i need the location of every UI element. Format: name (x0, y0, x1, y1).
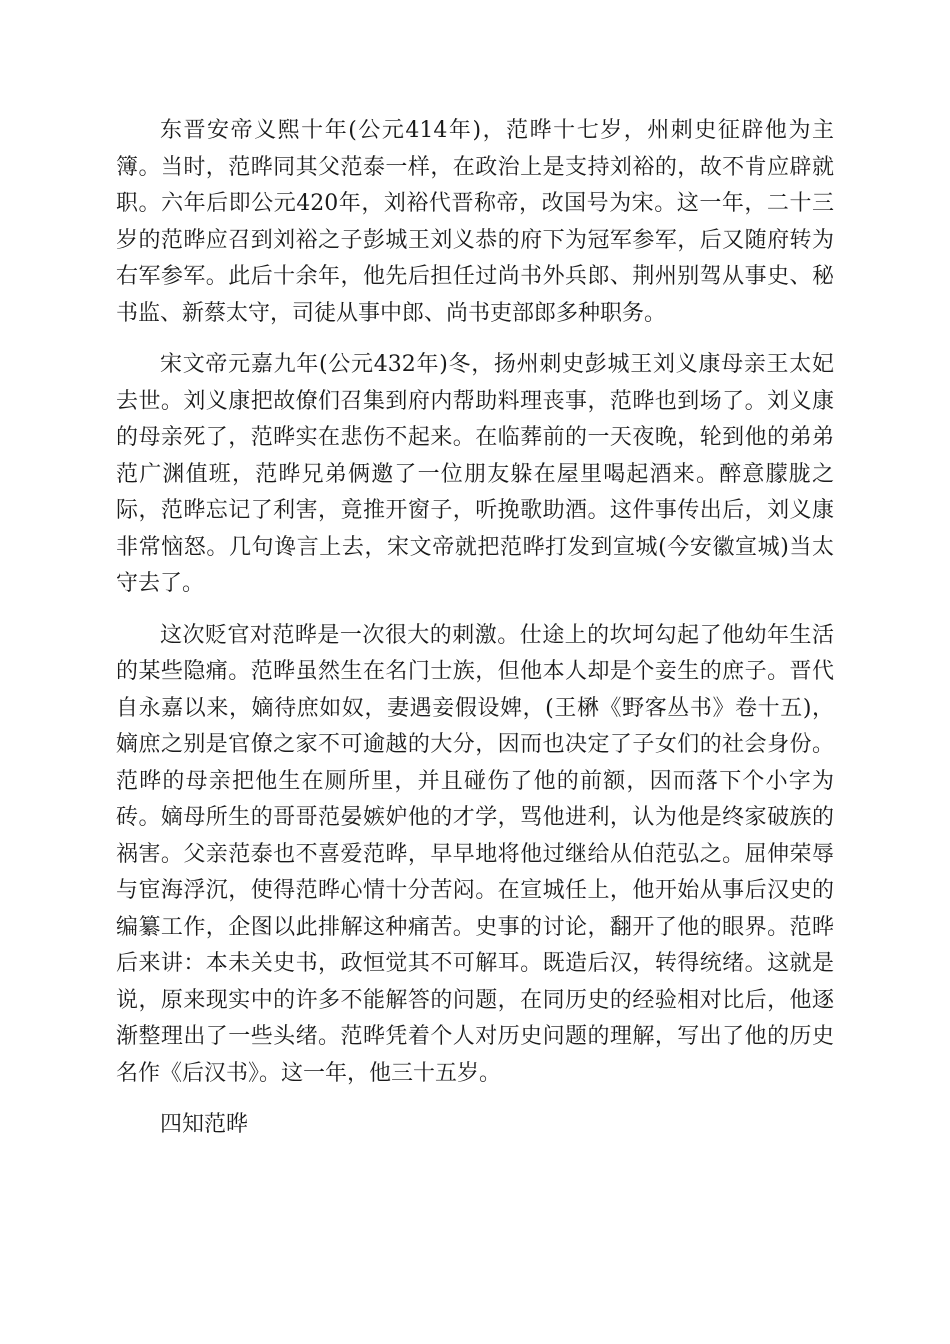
paragraph-2: 宋文帝元嘉九年(公元432年)冬，扬州刺史彭城王刘义康母亲王太妃去世。刘义康把故僚们召集到府内帮助料理丧事，范晔也到场了。刘义康的母亲死了，范晔实在悲伤不起来。在临葬前的一天夜晚，轮到他的弟弟范广渊值班，范晔兄弟俩邀了一位朋友躲在屋里喝起酒来。醉意朦胧之际，范晔忘记了利害，竟推开窗子，听挽歌助酒。这件事传出后，刘义康非常恼怒。几句谗言上去，宋文帝就把范晔打发到宣城(今安徽宣城)当太守去了。 (116, 352, 834, 596)
section-heading: 四知范晔 (160, 1112, 249, 1137)
paragraph-1: 东晋安帝义熙十年(公元414年)，范晔十七岁，州刺史征辟他为主簿。当时，范晔同其父范泰一样，在政治上是支持刘裕的，故不肯应辟就职。六年后即公元420年，刘裕代晋称帝，改国号为宋。这一年，二十三岁的范晔应召到刘裕之子彭城王刘义恭的府下为冠军参军，后又随府转为右军参军。此后十余年，他先后担任过尚书外兵郎、荆州别驾从事史、秘书监、新蔡太守，司徒从事中郎、尚书吏部郎多种职务。 (116, 118, 834, 326)
document-body (116, 113, 834, 1144)
paragraph-3: 这次贬官对范晔是一次很大的刺激。仕途上的坎坷勾起了他幼年生活的某些隐痛。范晔虽然生在名门士族，但他本人却是个妾生的庶子。晋代自永嘉以来，嫡待庶如奴，妻遇妾假设婢，(王楙《野客丛书》卷十五)，嫡庶之别是官僚之家不可逾越的大分，因而也决定了子女们的社会身份。范晔的母亲把他生在厕所里，并且碰伤了他的前额，因而落下个小字为砖。嫡母所生的哥哥范晏嫉妒他的才学，骂他进利，认为他是终家破族的祸害。父亲范泰也不喜爱范晔，早早地将他过继给从伯范弘之。屈伸荣辱与宦海浮沉，使得范晔心情十分苦闷。在宣城任上，他开始从事后汉史的编纂工作，企图以此排解这种痛苦。史事的讨论，翻开了他的眼界。范晔后来讲：本未关史书，政恒觉其不可解耳。既造后汉，转得统绪。这就是说，原来现实中的许多不能解答的问题，在同历史的经验相对比后，他逐渐整理出了一些头绪。范晔凭着个人对历史问题的理解，写出了他的历史名作《后汉书》。这一年，他三十五岁。 (116, 622, 834, 1086)
